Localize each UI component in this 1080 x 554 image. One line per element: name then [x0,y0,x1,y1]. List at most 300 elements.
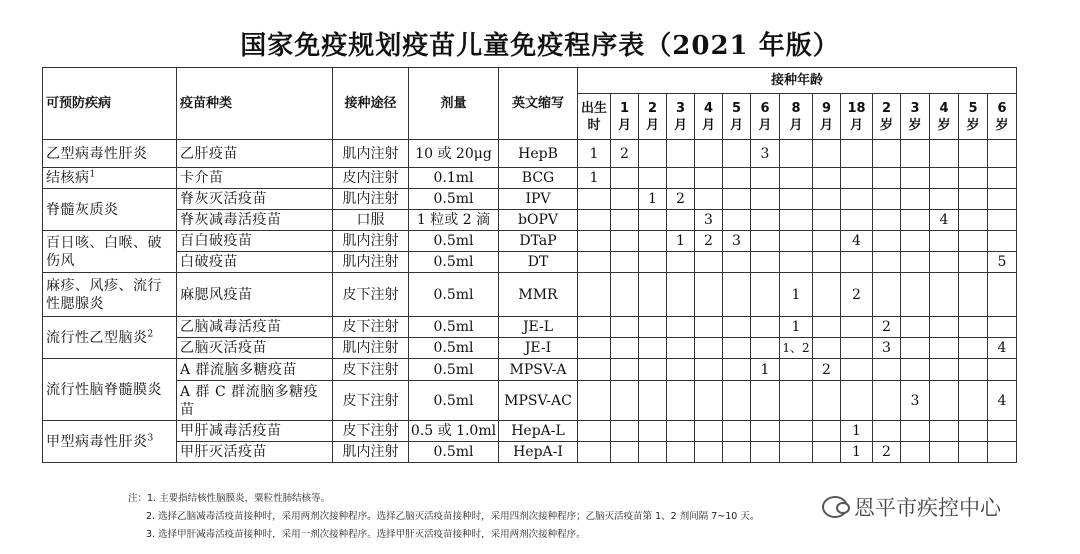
abbr-cell: DTaP [499,231,578,252]
dose-number-cell [639,381,667,421]
dose-number-cell [813,140,841,168]
header-row-1 [43,68,1017,94]
abbr-cell: HepB [499,140,578,168]
table-row [43,381,1017,421]
abbr-cell: MPSV-AC [499,381,578,421]
header-age-10: 2 岁 [873,94,901,140]
dose-cell: 0.5ml [409,231,499,252]
dose-number-cell [988,231,1017,252]
header-age-6: 6 月 [751,94,780,140]
dose-number-cell [578,273,611,317]
dose-number-cell [723,140,751,168]
dose-number-cell [578,421,611,442]
header-abbr: 英文缩写 [499,68,578,140]
dose-number-cell [723,168,751,189]
vaccine-cell: 乙脑减毒活疫苗 [177,317,333,338]
dose-number-cell [873,189,901,210]
dose-number-cell [930,273,959,317]
dose-number-cell: 2 [841,273,873,317]
dose-number-cell [959,210,988,231]
route-cell: 肌内注射 [333,189,409,210]
dose-number-cell [930,359,959,381]
dose-number-cell [780,442,813,463]
route-cell: 皮下注射 [333,359,409,381]
vaccine-cell: 脊灰减毒活疫苗 [177,210,333,231]
dose-number-cell [988,317,1017,338]
disease-cell: 乙型病毒性肝炎 [43,140,177,168]
dose-number-cell [901,168,930,189]
dose-number-cell [841,168,873,189]
dose-number-cell: 1、2 [780,338,813,359]
table-row [43,273,1017,317]
dose-number-cell [959,231,988,252]
dose-number-cell [611,210,639,231]
dose-number-cell [723,189,751,210]
dose-number-cell [695,273,723,317]
dose-cell: 0.5ml [409,252,499,273]
dose-number-cell [959,381,988,421]
dose-number-cell: 1 [780,317,813,338]
dose-number-cell [873,140,901,168]
dose-number-cell [988,210,1017,231]
disease-cell: 百日咳、白喉、破伤风 [43,231,177,273]
route-cell: 皮下注射 [333,317,409,338]
header-age-0: 出生 时 [578,94,611,140]
dose-number-cell [930,338,959,359]
dose-number-cell [578,189,611,210]
dose-cell: 0.5 或 1.0ml [409,421,499,442]
dose-number-cell [751,442,780,463]
dose-number-cell: 2 [873,442,901,463]
dose-number-cell [930,252,959,273]
table-row [43,421,1017,442]
dose-number-cell [751,273,780,317]
dose-number-cell: 3 [695,210,723,231]
footnote-prefix: 注： [128,493,148,504]
watermark-text: 恩平市疾控中心 [854,496,1001,520]
abbr-cell: JE-L [499,317,578,338]
header-route: 接种途径 [333,68,409,140]
dose-number-cell: 4 [988,338,1017,359]
dose-number-cell [901,189,930,210]
dose-number-cell [780,252,813,273]
dose-number-cell [873,168,901,189]
dose-number-cell [841,210,873,231]
abbr-cell: BCG [499,168,578,189]
disease-cell: 流行性脑脊髓膜炎 [43,359,177,421]
dose-cell: 1 粒或 2 滴 [409,210,499,231]
dose-number-cell [780,168,813,189]
dose-number-cell [611,338,639,359]
dose-number-cell [723,273,751,317]
table-row [43,338,1017,359]
route-cell: 口服 [333,210,409,231]
route-cell: 肌内注射 [333,231,409,252]
dose-number-cell [959,252,988,273]
dose-number-cell [813,421,841,442]
dose-number-cell [873,231,901,252]
dose-number-cell [841,317,873,338]
dose-number-cell [959,359,988,381]
dose-number-cell [813,252,841,273]
dose-number-cell [667,252,695,273]
dose-number-cell [841,252,873,273]
dose-number-cell [841,359,873,381]
table-row [43,252,1017,273]
disease-cell: 甲型病毒性肝炎$^3$ [43,421,177,463]
vaccine-cell: 麻腮风疫苗 [177,273,333,317]
route-cell: 皮下注射 [333,381,409,421]
dose-number-cell [695,168,723,189]
header-disease: 可预防疾病 [43,68,177,140]
immunization-schedule-table [42,67,1017,463]
dose-number-cell [873,273,901,317]
dose-number-cell: 1 [841,442,873,463]
dose-number-cell [813,210,841,231]
dose-number-cell [959,421,988,442]
header-age-8: 9 月 [813,94,841,140]
dose-number-cell: 1 [639,189,667,210]
abbr-cell: JE-I [499,338,578,359]
dose-number-cell [611,252,639,273]
dose-number-cell [813,442,841,463]
dose-number-cell [813,273,841,317]
dose-number-cell [901,442,930,463]
route-cell: 皮下注射 [333,421,409,442]
header-age-14: 6 岁 [988,94,1017,140]
dose-number-cell [667,421,695,442]
dose-number-cell [959,442,988,463]
dose-number-cell [841,381,873,421]
header-age-12: 4 岁 [930,94,959,140]
abbr-cell: DT [499,252,578,273]
dose-number-cell [780,210,813,231]
dose-number-cell [813,168,841,189]
dose-number-cell [667,442,695,463]
route-cell: 皮内注射 [333,168,409,189]
dose-number-cell: 1 [578,168,611,189]
dose-number-cell [901,140,930,168]
dose-number-cell [695,381,723,421]
dose-number-cell [988,140,1017,168]
table-row [43,231,1017,252]
footnote-marker: 1 [89,169,96,180]
dose-number-cell [667,210,695,231]
dose-number-cell [930,189,959,210]
vaccine-cell: 白破疫苗 [177,252,333,273]
dose-number-cell [930,421,959,442]
dose-number-cell [751,338,780,359]
dose-number-cell: 1 [841,421,873,442]
dose-number-cell [751,381,780,421]
vaccine-cell: A 群 C 群流脑多糖疫苗 [177,381,333,421]
dose-number-cell [639,231,667,252]
header-age-11: 3 岁 [901,94,930,140]
dose-number-cell [901,317,930,338]
footnote-1: 注：1. 主要指结核性脑膜炎，粟粒性肺结核等。 [128,493,331,504]
dose-number-cell [930,168,959,189]
wechat-icon [822,496,848,518]
dose-number-cell [611,421,639,442]
vaccine-cell: 乙肝疫苗 [177,140,333,168]
dose-cell: 0.5ml [409,189,499,210]
dose-number-cell [751,252,780,273]
dose-number-cell [639,317,667,338]
footnote-marker: 3 [147,432,154,443]
dose-number-cell: 3 [723,231,751,252]
dose-number-cell [723,210,751,231]
dose-number-cell [901,421,930,442]
dose-number-cell [959,140,988,168]
dose-number-cell [813,231,841,252]
dose-number-cell [780,359,813,381]
disease-cell: 脊髓灰质炎 [43,189,177,231]
dose-number-cell [780,421,813,442]
abbr-cell: MPSV-A [499,359,578,381]
vaccine-cell: 乙脑灭活疫苗 [177,338,333,359]
dose-number-cell [813,381,841,421]
dose-number-cell [639,252,667,273]
dose-number-cell [639,273,667,317]
dose-number-cell [695,317,723,338]
dose-number-cell: 1 [751,359,780,381]
dose-number-cell [639,359,667,381]
footnotes [128,490,759,544]
dose-number-cell [578,338,611,359]
dose-cell: 0.1ml [409,168,499,189]
dose-number-cell [723,252,751,273]
dose-number-cell: 3 [901,381,930,421]
route-cell: 肌内注射 [333,140,409,168]
dose-number-cell [578,442,611,463]
dose-number-cell: 1 [667,231,695,252]
vaccine-cell: 甲肝减毒活疫苗 [177,421,333,442]
dose-number-cell [723,421,751,442]
dose-number-cell [930,231,959,252]
dose-number-cell [959,273,988,317]
dose-number-cell [988,442,1017,463]
dose-number-cell: 4 [988,381,1017,421]
dose-number-cell [611,189,639,210]
table-row [43,359,1017,381]
header-age-7: 8 月 [780,94,813,140]
table-row [43,210,1017,231]
dose-number-cell [578,252,611,273]
dose-number-cell [780,189,813,210]
dose-number-cell [751,210,780,231]
vaccine-cell: 脊灰灭活疫苗 [177,189,333,210]
dose-number-cell [751,189,780,210]
abbr-cell: HepA-L [499,421,578,442]
dose-cell: 0.5ml [409,338,499,359]
table-row [43,140,1017,168]
dose-number-cell [578,231,611,252]
dose-number-cell [751,231,780,252]
dose-number-cell [959,338,988,359]
abbr-cell: bOPV [499,210,578,231]
dose-number-cell [873,421,901,442]
route-cell: 肌内注射 [333,252,409,273]
header-age-13: 5 岁 [959,94,988,140]
dose-number-cell [873,381,901,421]
dose-number-cell: 3 [873,338,901,359]
dose-number-cell [901,338,930,359]
dose-number-cell [988,273,1017,317]
dose-number-cell: 4 [841,231,873,252]
dose-cell: 0.5ml [409,317,499,338]
dose-number-cell: 2 [813,359,841,381]
dose-number-cell [695,189,723,210]
dose-number-cell: 2 [873,317,901,338]
dose-number-cell [988,359,1017,381]
dose-number-cell [901,273,930,317]
dose-number-cell [901,359,930,381]
dose-number-cell [930,442,959,463]
dose-number-cell: 3 [751,140,780,168]
dose-cell: 0.5ml [409,442,499,463]
dose-number-cell [639,168,667,189]
vaccine-cell: 百白破疫苗 [177,231,333,252]
header-age-5: 5 月 [723,94,751,140]
dose-number-cell [873,210,901,231]
dose-number-cell [930,381,959,421]
disease-cell: 流行性乙型脑炎$^2$ [43,317,177,359]
dose-number-cell [901,210,930,231]
dose-number-cell [988,168,1017,189]
dose-number-cell [639,210,667,231]
dose-number-cell: 2 [695,231,723,252]
dose-number-cell [723,338,751,359]
table-row [43,168,1017,189]
table-row [43,189,1017,210]
dose-number-cell [611,231,639,252]
dose-number-cell [841,338,873,359]
dose-number-cell [695,252,723,273]
vaccine-cell: 卡介苗 [177,168,333,189]
footnote-3: 3. 选择甲肝减毒活疫苗接种时，采用一剂次接种程序。选择甲肝灭活疫苗接种时，采用两剂次接种程序。 [146,529,586,540]
dose-cell: 10 或 20μg [409,140,499,168]
dose-number-cell [723,317,751,338]
dose-number-cell [667,359,695,381]
dose-number-cell [611,381,639,421]
route-cell: 皮下注射 [333,273,409,317]
table-row [43,442,1017,463]
dose-number-cell [639,140,667,168]
dose-number-cell: 1 [578,140,611,168]
header-vaccine: 疫苗种类 [177,68,333,140]
header-dose: 剂量 [409,68,499,140]
abbr-cell: MMR [499,273,578,317]
dose-number-cell [611,359,639,381]
dose-number-cell [695,359,723,381]
vaccine-cell: 甲肝灭活疫苗 [177,442,333,463]
dose-number-cell [667,381,695,421]
dose-number-cell [611,442,639,463]
dose-number-cell [959,317,988,338]
dose-number-cell [695,421,723,442]
header-age-9: 18 月 [841,94,873,140]
dose-number-cell [667,140,695,168]
page-title: 国家免疫规划疫苗儿童免疫程序表（2021 年版） [240,31,840,61]
dose-number-cell [611,273,639,317]
dose-number-cell [667,273,695,317]
dose-number-cell: 2 [611,140,639,168]
dose-number-cell [695,140,723,168]
header-age-2: 2 月 [639,94,667,140]
dose-number-cell [959,168,988,189]
dose-number-cell [695,442,723,463]
dose-number-cell [930,140,959,168]
abbr-cell: IPV [499,189,578,210]
header-age-1: 1 月 [611,94,639,140]
dose-number-cell: 4 [930,210,959,231]
dose-number-cell [578,210,611,231]
dose-number-cell [813,317,841,338]
dose-number-cell [751,421,780,442]
route-cell: 肌内注射 [333,338,409,359]
disease-cell: 麻疹、风疹、流行性腮腺炎 [43,273,177,317]
route-cell: 肌内注射 [333,442,409,463]
footnote-2: 2. 选择乙脑减毒活疫苗接种时，采用两剂次接种程序。选择乙脑灭活疫苗接种时，采用四剂次接种程序；乙脑灭活疫苗第 1、2 剂间隔 7~10 天。 [146,511,760,522]
disease-cell: 结核病$^1$ [43,168,177,189]
dose-number-cell [611,317,639,338]
vaccine-cell: A 群流脑多糖疫苗 [177,359,333,381]
table-row [43,317,1017,338]
dose-number-cell [841,140,873,168]
dose-number-cell [639,421,667,442]
dose-number-cell [695,338,723,359]
dose-number-cell [578,381,611,421]
dose-number-cell [578,359,611,381]
dose-number-cell [667,317,695,338]
dose-number-cell [901,231,930,252]
abbr-cell: HepA-I [499,442,578,463]
dose-cell: 0.5ml [409,381,499,421]
dose-number-cell [959,189,988,210]
dose-number-cell [780,140,813,168]
dose-cell: 0.5ml [409,359,499,381]
header-age-group: 接种年龄 [578,68,1017,94]
dose-number-cell [780,231,813,252]
dose-number-cell [751,317,780,338]
footnote-marker: 2 [147,328,154,339]
dose-number-cell: 2 [667,189,695,210]
dose-number-cell [901,252,930,273]
dose-number-cell [723,359,751,381]
dose-number-cell [813,338,841,359]
dose-number-cell [751,168,780,189]
dose-number-cell [611,168,639,189]
watermark [818,492,1005,522]
dose-number-cell [667,168,695,189]
dose-number-cell [813,189,841,210]
dose-number-cell [639,442,667,463]
header-age-4: 4 月 [695,94,723,140]
dose-cell: 0.5ml [409,273,499,317]
dose-number-cell [667,338,695,359]
dose-number-cell: 1 [780,273,813,317]
dose-number-cell [780,381,813,421]
header-age-3: 3 月 [667,94,695,140]
dose-number-cell [873,359,901,381]
dose-number-cell [723,442,751,463]
dose-number-cell [930,317,959,338]
dose-number-cell [578,317,611,338]
dose-number-cell [723,381,751,421]
dose-number-cell [988,189,1017,210]
dose-number-cell [841,189,873,210]
dose-number-cell [873,252,901,273]
